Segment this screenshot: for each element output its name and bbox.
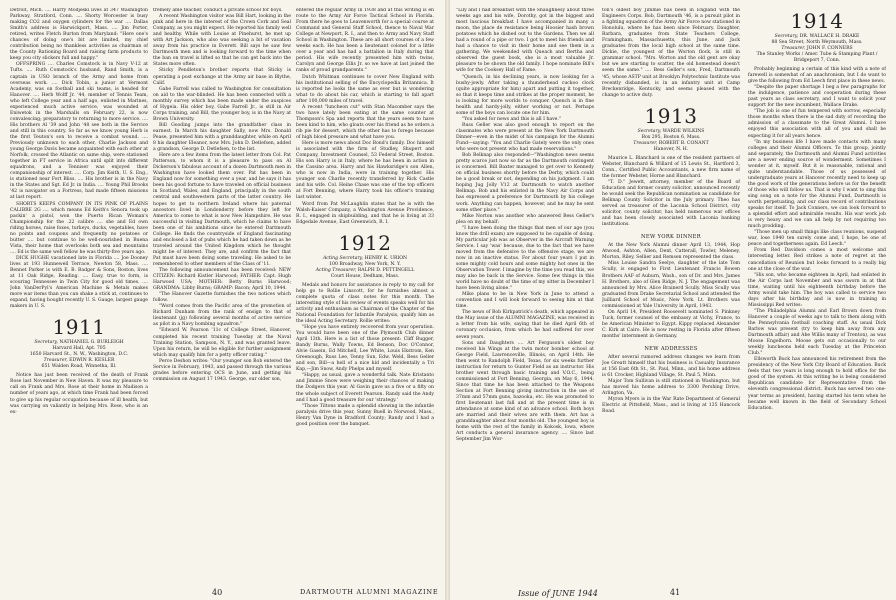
paragraph: "Word comes from the Pacific area of the promotion of Richard Dunham from the rank of ensign to that of lieutenant (jg) following several months of active service as pilot in a Navy bombing squadron." <box>153 304 291 328</box>
paragraph: Russ Geller was also good enough to report on the classmates who were present at the New York Dartmouth Dinner—even in the midst of his campaign for the Alumni Fund—saying: "You and Charlie Gately were the only ones who were not present who had made reservations." <box>456 122 594 153</box>
paragraph: Dutch Whitman continues to cover New England with his institutional selling of the Encyclopedia Britannica. It is reported he looks the same as ever but is wondering what to do about his car, which is starting to fall apart after 100,000 miles of travel. <box>296 74 434 104</box>
secretary-name: HENRY K. URION <box>364 255 408 261</box>
treasurer-address: Court House, Dedham, Mass. <box>330 273 400 279</box>
paragraph: OFFSPRING .... Charles Comstock is in Navy V-12 at Tufts. .... Ruth Comstock's husband, Rand Smith, is a captain in USO branch of the Army and home from overseas work. .... Dick Tobin, a junior at Vermont Academy, was on football and ski teams, is headed for Hanover. .... Herb Wolff Jr. '44, member of Tennis Team, who left College year and a half ago, enlisted in Marines, experienced much active service, was wounded at Eniwetok in the Marshalls on February 22, is now convalescing; preparatory to returning to more service. .... His brothers Al '39 and John '48 see both in the Service and still in this country. So far as we know young Herb is the first Teuton's son to receive a combat wound. .... Previously unknown to each other, Charlie Jackson and young George Davis became acquainted with each other at Norfolk, crossed the Atlantic on same ship, were stationed together in FT service in Africa until split into different squadrons, and a Tenniser was enjoyed their companionship of interest. .... Corp. Jim Keith, U. S. Eng., is stationed near Fort Bliss. .... His brother is in the Navy in the States and Sgt. Ed Jr. in India. .... Young Phil Brooks '42 is navigator on a Fortress, had made fifteen missions at last report. <box>10 62 148 201</box>
paragraph: Notice has just been received of the death of Frank Rose last November in New Haven. It was my pleasure to call on Frank and Mrs. Rose at their home in Madison a number of years ago, at which time Frank had been forced to give up his regular occupation because of ill health, but was carrying on valiantly in helping Mrs. Rose, who is an ex- <box>10 373 148 415</box>
class-year-heading: 1914 <box>790 9 844 33</box>
paragraph: Medals and honors for assistance in reply to my call for help go to Rollie Linscott, for he furnishes almost a complete quota of class notes for this month. The interesting style of his review of events speaks well for his activity and enthusiasm as Chairman of the Chapter of the National Foundation for Infantile Paralysis, qualify him as the ideal Acting Secretary. Rollie writes: <box>296 282 434 324</box>
paragraph: Here are a few items from the latest letter from Col. Pat Patterson, to whom it is a pleasure to pass on Al Dickerson's fabulous account of a dozen Dartmouth men in Washington have looked them over. Pat has been in England now for something over a year, and he says it has been his good fortune to have traveled on official business in Scotland, Wales, and England, principally in the south central and southwestern parts of the latter country. He hopes to get to northern Ireland where his paternal ancestors lived in Londonderry before they left for America to come to what is now New Hampshire. He was successful in visiting Dartmouth, which he claims to have been one of his ambitions since he entered Dartmouth College. He finds the countryside of England fascinating and enclosed a list of pubs which he had taken down as he traveled around the United Kingdom which he thought might be of interest. They are, and confirm the fact that Pat must have been doing some traveling. He asked to be remembered to other members of the Class of '11. <box>153 153 291 267</box>
treasurer-label: Treasurer, <box>781 46 806 51</box>
paragraph: On April 14, President Roosevelt nominated S. Pinkney Tuck, former counsel of the embassy at Vichy, France, to be American Minister to Egypt. Kippy replaced Alexander C. Kirk at Cairo. He is now resting in Florida after fifteen months' internment in Germany. <box>602 309 740 339</box>
paragraph: Major Tom Sullivan is still stationed in Washington, but has moved his home address to 3300 Pershing Drive, Arlington, Va. <box>602 379 740 397</box>
secretary-label: Acting Secretary, <box>322 255 364 261</box>
class-year-heading: 1913 <box>644 103 698 128</box>
treasurer-address: The Stanley Works / Amer. Tube & Stamping Plant / Bridgeport 7, Conn. <box>756 52 878 63</box>
paragraph: At the New York Alumni dinner April 13, 1944, Hop Atwood, Ashton, Allen, Dent, Catterall, Towler, Meleney, Morton, Riley, Sellier and Remsen represented the class. <box>602 243 740 261</box>
paragraph: "The job is one of fun tempered with sorrow, especially those months when there is the sad duty of recording the admission of a classmate to the Great Alumni. I have enjoyed this association with all of you and shall be expecting it for all years hence. <box>748 109 886 139</box>
paragraph: The news of Bob Kirkpatrick's death, which appeared in the May issue of the ALUMNI MAGAZINE, was received in a letter from his wife, saying that he died April 6th of coronary occlusion, from which he had suffered for over seven years. <box>456 310 594 340</box>
section-subhead: NEW YORK DINNER <box>641 234 701 241</box>
secretary-name: DR. WALLACE H. DRAKE <box>799 34 860 39</box>
paragraph: Maurice L. Blanchard is one of the resident partners of Webster, Blanchard & Willard of 15 Lewis St., Hartford 3, Conn., Certified Public Accountants, a new firm name of the former Webster, Horne and Blanchard. <box>602 155 740 179</box>
paragraph: "Lily and I had breakfast with the Shaughnesy about three weeks ago and his wife, Dorothy, got in the biggest and most luscious breakfast I have accompanied in many a moon, the place de resistance being Hoosier hash brown potatoes which he dished out to the Gardens. Then we all had a round of a pipe or two. I got to meet his friends and had a chance to visit in their home and see them in a gathering. We weekended with Queach and Bertha and observed the guest book, she is a most valuable Jr. pleasure to be shown the old family. I hope nominate Bill's wife for the Cooksey Hall of Fame. <box>456 8 594 74</box>
issue-label: Issue of JUNE 1944 <box>518 589 598 598</box>
paragraph: "Despite the paper shortage I beg a few paragraphs for the indulgence, patience and cooperation during these past years as class secretary, and I want to solicit your support for the new incumbent, Wallace Drake. <box>748 85 886 109</box>
secretary-name: WARDE WILKINS <box>662 128 705 134</box>
page-number: 41 <box>670 588 681 597</box>
paragraph: "His son, who became eighteen in April, had enlisted in the Air Corps last November and was sworn in at that time, waiting until his eighteenth birthday before the Army would take him. The boy was called to service two days after his birthday and is now in training in Mississippi Red writes: <box>748 272 886 308</box>
treasurer-address: Hanover, N. H. <box>653 146 689 152</box>
secretary-address-1: 100 Broadway, New York, N. Y. <box>329 261 401 267</box>
paragraph: Word from Pat McLaughlin states that he is with the Walsh-Kaiser Company, a Washington Avenue Providence, R. I., engaged in shipbuilding, and that he is living at 33 Edgedale Avenue, East Greenwich, R. I. <box>296 201 434 225</box>
secretary-address-1: Harvard Hall, Apt. 705 <box>52 346 106 352</box>
paragraph: "Happy, as usual, gave a wonderful talk. Nate Kristanto and Jimmie Snow were weighing their chances of making the Dodgers this year. Al Gavin gave us a five or a fifty on the whole subject of Everett Pearson. Randy said the Andy and I had a good treasure for our 'strategy.' <box>296 373 434 403</box>
paragraph: "The Hanover Gazette furnishes the two notices which follow. <box>153 292 291 304</box>
left-column-3 <box>296 8 434 586</box>
paragraph: "The Philadelphia Alumni and Earl Brown down from Hanover a couple of weeks ago to talk to them along with the Pennsylvania football coaching staff. As usual Dick Barlow was present (try to keep him away from any Dartmouth affair) and Abe Willis many of Trenton), as was Moose Engelhorn. Moose gets out occasionally to our weekly luncheons held each Tuesday at the Princeton Club." <box>748 308 886 357</box>
paragraph: "Hope you have entirely recovered from your operation. You would have been one of the Plymouth Club dinner April 13th. Here is a list of those present: Cliff Bugger, Bandy Burns, Wally Towns, Ed Benson, Doc O'Connor, Alvie Gasein, Ed Mitchell, Lee White, Louis Ekstrom, Ken Greenough, Russ Lee, Tenny Sun, Edw. Weld, Bess Geller and son, Bill—a hell of a nice kid and incidentally a Tri Kap,—Jim Snow, Andy Phelps and myself. <box>296 325 434 373</box>
secretary-address-1: Box 295, Boston 6, Mass. <box>641 134 701 140</box>
paragraph: Bill Gooding jumps into the grandfather class in earnest. In March his daughter Sally, now Mrs. Donald Pease, presented him with a granddaughter, while on April 8 his daughter Eleanor, now Mrs. John D. Detlefsen, added a grandson, George D. Detlefsen, to the list. <box>153 122 291 153</box>
paragraph: Here is more news about Doc Bond's family. Doc himself is associated with the firm of Studley, Shupert and Company, Investment Counsel, 53 Federal Street, Boston. His son Harry is in Italy, where he has been in action in the Cassino area. Harry and his Hawksridge's son Allen, who is now in India, were in training together. His younger son Charlie recently transferred by Rick Castle and his wife. Col. Heine Chase was one of the top officers at Fort Benning, where Harry took his officer's training last winter. <box>296 141 434 201</box>
page-number: 40 <box>212 588 223 597</box>
class-year-heading: 1912 <box>338 230 392 255</box>
class-year-heading: 1911 <box>52 315 106 340</box>
secretary-label: Secretary, <box>34 340 58 346</box>
treasurer-label: Treasurer, <box>633 140 658 146</box>
right-column-2 <box>602 8 740 586</box>
secretary-name: NATHANIEL G. BURLEIGH <box>59 340 124 346</box>
paragraph: ton's oldest boy Jimmie has been in England with the Engineers Corps. Bob, Dartmouth '46, is a pursuit pilot in a fighting squadron of the Army Air Force now stationed in Honolulu, where he has been since February. Daughter, Barbara, graduates from State Teachers College, Framingham, Massachusetts, this June, and Jack graduates from the local high school at the same time. Dickie, the youngest of the Worton flock, is still in grammar school. "Mrs. Worton and the old gent are okay but we are starting to scatter, the old homestead doesn't seem the same." .... Bess Geller's son, Fred, Dartmouth '45, whose ASTP unit at Brooklyn Polytechnic Institute was recently disbanded, is in an infantry unit at Camp Breckenridge, Kentucky, and seems pleased with the change to active duty. <box>602 8 740 98</box>
treasurer-name: EDWIN R. KESLER <box>69 358 115 364</box>
running-head: DARTMOUTH ALUMNI MAGAZINE <box>300 588 439 596</box>
paragraph: Gabe Farrell was called to Washington for consultation on aid to the war-blinded. He has been connected with a monthly survey which has been made under the auspices of Hygeia. His older boy, Gabe Farrell Jr., is still in Air Corps training, and Bill, the younger boy, is in the Navy at Brown University. <box>153 86 291 122</box>
paragraph: Detroit, Mich. .... Harry Modjeski lives at 347 Washington Parkway, Stratford, Conn. .... Shorty Worcester is busy making CO2 and oxygen cylinders for the war .... Dallas Smith's address is Harwickport, Mass. .... Jim Porter, retired, writes Fletch Burton from Maryland: "Here one's chances of doing one's bit are limited, my chief contribution being no thankless activities as chairman of the County Rationing Board and raising farm products to keep you city slickers full and happy." <box>10 8 148 62</box>
paragraph: After several rumored address changes we learn from Joe Greatt himself that his business is Casualty Insurance at 156 East 6th St., St. Paul, Minn., and his home address is 61 Crocker, Highland Village, St. Paul 5, Minn. <box>602 355 740 379</box>
paragraph: The following announcement has been received: NEW CITIZEN: Richard Kistler Harwood; FATHER: Capt. Hugh Harwood USA; MOTHER: Betty Burns Harwood; GRANDMA: Libby Burns; GRAMP: Bacon; April 10, 1944. <box>153 268 291 292</box>
paragraph: Mike Norton was another who answered Bess Geller's plea on my behalf: <box>456 213 594 225</box>
paragraph: Bob Belknap also responded—"Washington news seems pretty scarce just now so far as the Dartmouth contingent is concerned. Bill Baxter managed to get over to Kennedy on official business shortly before the Derby, which could be a good break or not, depending on his judgment. I am hoping Jug Jolly V12 at Dartmouth to watch another Belknap. Bob and his enlisted in the Navy Air Corps and has expressed a preference for Dartmouth by his college work. Anything can happen, however, and he may be sent some other place." <box>456 153 594 213</box>
paragraph: "Those men up small things like class reunions, suspend war, lose 1940 ten surely come and, I hope, be one of peace and togetherness again. Ed Leech." <box>748 230 886 248</box>
section-subhead: NEW ADDRESSES <box>644 346 698 353</box>
left-column-1 <box>10 8 148 586</box>
right-column-1 <box>456 8 594 586</box>
paragraph: Probably beginning a certain of this kind with a note of farewell is somewhat of an anachronism, but I do want to give the following from Ed Leech first place in these news. <box>748 67 886 85</box>
paragraph: A recent "luncheon cut" with Stan Macomber says the two have lately been eating at the same counter at Thompson's Spa and reports that the years seem to have been kind to him, who gloats over his friend as he orders a rib pie for dessert, which the other has to forego because of high blood pressure and what have you. <box>296 104 434 140</box>
paragraph: Ellsworth Buck has announced his retirement from the presidency of the New York City Board of Education. Buck feels that two years is long enough to hold office for the good of the system. At this writing he is being considered Republican candidate for Representative from the eleventh congressional district. Buck has served two one-year terms as president, having started his term when he became well known in the field of Secondary School Education. <box>748 357 886 411</box>
paragraph: Mike plans to be in New York in June to attend a convention and I will look forward to seeing him at that time. <box>456 292 594 310</box>
treasurer-name: ROBERT B. CONANT <box>658 140 709 146</box>
treasurer-label: Acting Treasurer, <box>315 267 357 273</box>
paragraph: Sticky Pendleton's brother reports that Sticky is operating a post exchange at the Army air base in Blythe, Calif. <box>153 68 291 86</box>
paragraph: SHORTS KEEPS COMPANY IN ITS PINK OF PLAINS CALIBRE 2G .... which means Ed Keith's Senora took up packin' a pistol, won the Puerto Rican Woman's Championship for the .22 calibre .... she and Ed own riding horses, raise foxes, turkeys, ducks, vegetables, have no points and coupons and frequently no potatoes or butter .... but continue to be well-nourished in Buena Vista, their home that overlooks both sea and mountains .... Ed is the same well fellow he was thirty-five years ago. <box>10 201 148 255</box>
secretary-label: Secretary, <box>637 128 662 134</box>
paragraph: DICK HUGHE vacationed late in Florida .... Joe Dooney lives at 193 Hunnewell Terrace, Newton 58, Mass. .... Bennet Parker is with E. B. Badger & Sons, Boston, lives at 11 Oak Ridge, Reading. .... Easy, true to form, is scouring Tennessee in Twin City for good old times. .... John VanDerPyl's American Machine & Metals makes more war items than you can shake a stick at, continues to expand, having bought recently U. S. Gauge, largest gauge makers in U. S. <box>10 255 148 310</box>
secretary-address-2: 1650 Harvard St., N. W., Washington, D.C. <box>29 352 129 358</box>
paragraph: entered the regular Army in 1938 and at this writing is en route to the Army Air Force Tactical School in Florida. From there he goes to Leavenworth for a special course at Command and General Staff School, thence to Naval War College at Newport, R. I., and then to Army and Navy Staff School in Washington. These are all short courses of a few weeks each. He has been a lieutenant colonel for a little over a year and has had a battalion in Italy during that period. His wife recently presented him with twins, Carolyn and George Ellis Jr. so we have at last joined the ranks of proud grandparents." <box>296 8 434 74</box>
paragraph: Myron Myers is in the War Rate Department of General Electric at Pittsfield, Mass., and is living at 135 Hancock Road. <box>602 397 740 415</box>
class-treasurer <box>296 268 434 274</box>
treasurer-name: JOHN F. CONNERS <box>806 46 853 51</box>
paragraph: "In my business life I have made contacts with many colleges and their Alumni Officers. To this group, jointly and separately, the Dartmouth and Alumni Fund activities are a never ending source of wonderment. Sometimes I wonder at it, myself. But it is reasonable, rational and quite understandable. Those of us possessed of undergraduate years at Hanover recently need to keep up the good work of the generations before us for the benefit of those who will follow us. That is why I want to sing this sing song on a note for the Alumni Fund, Dartmouth is worth perpetuating, and our class record of contributions speaks for itself. To Jack Conners, we can look forward to a splendid effort and admirable results. His war work job is very heavy and we can all help by not requiring too much prodding. <box>748 139 886 230</box>
treasurer-label: Treasurer, <box>43 358 68 364</box>
treasurer-name: RALPH D. PETTINGELL <box>357 267 415 273</box>
paragraph: Perce Deshon writes: "Our younger son Bob entered the Service in February, 1943, and passed through the various grades before entering OCS in June, and getting his commission on August 17 1943. George, our older son, <box>153 358 291 382</box>
left-column-2 <box>153 8 291 586</box>
secretary-address-1: 88 Sea Street, North Weymouth, Mass. <box>771 40 863 45</box>
paragraph: "Edward W. Pearson '11c of College Street, Hanover, completed his recent training Tuesday at the Naval Training Station, Sampson, N. Y., and was granted leave. Upon his return, he will be eligible for further assignment which may qualify him for a petty officer rating." <box>153 328 291 358</box>
paragraph: Miss Louise Sandra Seelye, daughter of the late Tom Scully, is engaged to First Lieutenant Francis Bowen Brothers AAF of Auburn, Wash., son of Dr. and Mrs. James H. Brothers, also of Glen Ridge, N. J. The engagement was announced by Mrs. Alice Brainerd Scully. Miss Scully was graduated from Drake Secretarial School and attended the Juilliard School of Music, New York. Lt. Brothers was commissioned at Yale University in April, 1943. <box>602 261 740 309</box>
paragraph: From Red Davidson comes a most welcome and interesting letter. Red strikes a note of regret at the cancellation of Reunion but looks forward to a really big one at the close of the war. <box>748 248 886 272</box>
paragraph: "You asked for news and this is all I have." <box>462 116 561 122</box>
secretary-label: Secretary, <box>774 34 799 39</box>
paragraph: "Quench, in his declining years, is now looking for a bushy-jowly. After taking a thunderhead cuckoo clock (quite appropriate for him) apart and putting it together, so that it keeps time and strikes at the proper moment, he is looking for more worlds to conquer. Quench is in fine health and hardy-jolly, either working or not. Perhaps some of the boys can locate one for him. <box>456 74 594 116</box>
paragraph: A recent Washington visitor was Bill Hart, looking in the pink and here in the interest of the Crown Cork and Seal Company, as you might expect. He reported his family well and healthy. While with Louise at Pinehurst, he met up with Art Jackson, who also was seeking a bit of vacation away from his practice in Everett. Bill says he saw few Dartmouth men and is looking forward to the time when the ban on travel is lifted so that he can get back into the States more often. <box>153 14 291 68</box>
paragraph: Sons and Daughters .... Art Ferguson's oldest boy received his Wings at the twin motor bomber school at George Field, Lawrenceville, Illinois, on April 14th. He then went to Randolph Field, Texas, for six weeks further instruction for return to Gunter Field as an instructor. His brother went through basic training and V.O.C., being commissioned at Fort Benning, Georgia, on May 6, 1944. Since that time he has been attached to the Weapons Section at Fort Benning giving instruction in the use of 37mm and 57mm guns, bazooka, etc. He was promoted to first lieutenant last fall and at the present time is in attendance at some kind of an advance school. Both boys are married and their wives are with them. Art has a granddaughter about four months old. The youngest boy is home with the rest of the family in Kokosk, Iowa, where Art conducts a general insurance agency. .... Since last September Jim Wor- <box>456 340 594 443</box>
left-page <box>0 0 445 600</box>
right-column-3 <box>748 8 886 586</box>
paragraph: "I have been doing the things that men of our age (you know the drill exam) are supposed to be capable of doing. My particular job was as Observer in the Aircraft Warning Service. I say 'was' because, due to the fact that we have moved from the defensive to the offensive stage, we are now in an inactive status. For about four years I put in some mighty cold hours and some mighty hot ones in the Observation Tower. I imagine by the time you read this, we may also be back in the Service. Some few things in this world have no doubt of the time of my sitter in December I have been living alone." <box>456 225 594 292</box>
right-page <box>450 0 896 600</box>
paragraph: tremely able teacher, conduct a private school for boys. <box>153 8 283 13</box>
paragraph: "T. D." Jewett, attorney, member of the Board of Education and former county solicitor, announced recently he would seek the Republican nomination as candidate for Belknap County Solicitor in the July primary. Theo has served as treasurer of the Laconia School District, city solicitor, county solicitor, has held numerous war offices and has been closely associated with Laconia banking institutions. <box>602 179 740 228</box>
treasurer-address: 651 Walden Road, Winnetka, Ill. <box>41 364 117 370</box>
paragraph: "Those Tiltons made a splendid showing in the infantile paralysis drive this year, Sunny Buell in Norwood, Mass., Henry Van Dyne in Bradford County; Randy and I had a good position over the banquet. <box>296 403 434 427</box>
